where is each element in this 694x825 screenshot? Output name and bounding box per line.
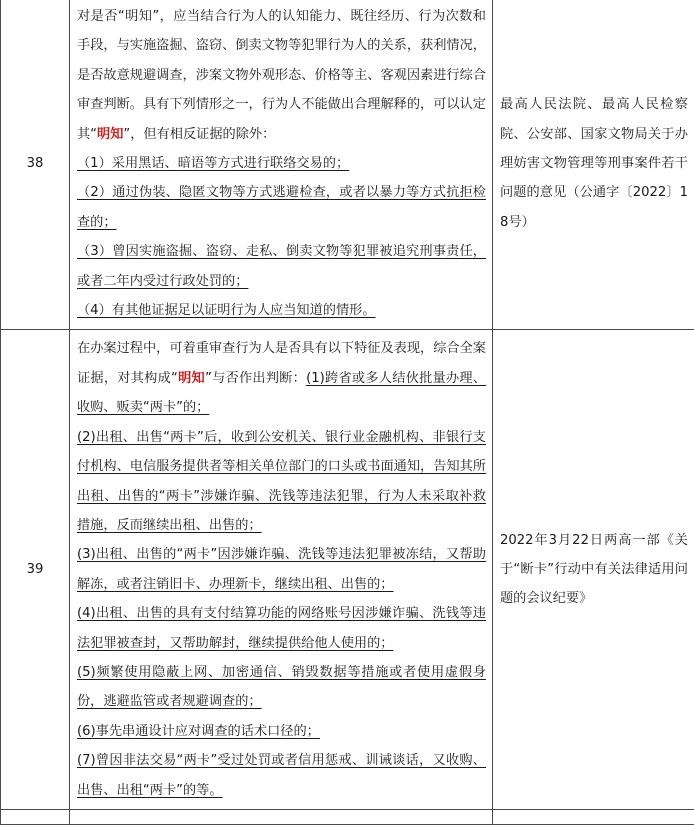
list-item-text: (3)出租、出售的“两卡”因涉嫌诈骗、洗钱等违法犯罪被冻结，又帮助解冻，或者注销旧卡、办理新卡，继续出租、出售的； bbox=[77, 547, 486, 591]
list-item bbox=[77, 296, 486, 325]
table-row bbox=[1, 330, 694, 810]
list-item bbox=[77, 237, 486, 296]
intro-text-end: ”与否作出判断： bbox=[205, 371, 306, 386]
list-item-text: （2）通过伪装、隐匿文物等方式逃避检查，或者以暴力等方式抗拒检查的； bbox=[77, 185, 486, 229]
intro-text: 在办案过程中，可着重审查行为人是否具有以下特征及表现，综合全案证据，对其构成“ bbox=[77, 341, 486, 385]
list-item-text: (5)频繁使用隐蔽上网、加密通信、销毁数据等措施或者使用虚假身份，逃避监管或者规避调查的； bbox=[77, 665, 486, 709]
partial-cell bbox=[1, 809, 70, 824]
list-item-text: (1)跨省或多人结伙批量办理、收购、贩卖“两卡”的； bbox=[77, 371, 486, 415]
keyword-highlight: 明知 bbox=[97, 127, 123, 142]
list-item-text: （3）曾因实施盗掘、盗窃、走私、倒卖文物等犯罪被追究刑事责任，或者二年内受过行政处罚的； bbox=[77, 244, 486, 288]
list-item-text: （1）采用黑话、暗语等方式进行联络交易的； bbox=[77, 156, 349, 171]
intro-text: 对是否“明知”，应当结合行为人的认知能力、既往经历、行为次数和手段，与实施盗掘、盗窃、倒卖文物等犯罪行为人的关系，获利情况，是否故意规避调查，涉案文物外观形态、价格等主、客观因素进行综合审查判断。具有下列情形之一，行为人不能做出合理解释的，可以认定其“ bbox=[77, 9, 486, 142]
list-item-text: （4）有其他证据足以证明行为人应当知道的情形。 bbox=[77, 303, 376, 318]
list-item bbox=[77, 746, 486, 805]
list-item bbox=[77, 423, 486, 541]
list-item bbox=[77, 717, 486, 746]
partial-cell bbox=[70, 809, 493, 824]
list-item bbox=[77, 149, 486, 178]
keyword-highlight: 明知 bbox=[178, 371, 205, 386]
list-item bbox=[77, 658, 486, 717]
row-content bbox=[70, 330, 493, 810]
table-row-partial bbox=[1, 809, 694, 824]
row-number: 38 bbox=[1, 0, 70, 330]
intro-paragraph bbox=[77, 334, 486, 422]
list-item bbox=[77, 540, 486, 599]
list-item bbox=[77, 178, 486, 237]
list-item-text: (4)出租、出售的具有支付结算功能的网络账号因涉嫌诈骗、洗钱等违法犯罪被查封，又帮助解封，继续提供给他人使用的； bbox=[77, 606, 486, 650]
list-item bbox=[77, 599, 486, 658]
row-source: 2022年3月22日两高一部《关于“断卡”行动中有关法律适用问题的会议纪要》 bbox=[493, 330, 694, 810]
list-item-text: (6)事先串通设计应对调查的话术口径的； bbox=[77, 724, 320, 739]
partial-cell bbox=[493, 809, 694, 824]
row-number: 39 bbox=[1, 330, 70, 810]
list-item-text: (7)曾因非法交易“两卡”受过处罚或者信用惩戒、训诫谈话，又收购、出售、出租“两卡”的等。 bbox=[77, 753, 486, 797]
intro-text-end: ”，但有相反证据的除外： bbox=[123, 127, 275, 142]
intro-paragraph bbox=[77, 2, 486, 149]
row-source: 最高人民法院、最高人民检察院、公安部、国家文物局关于办理妨害文物管理等刑事案件若干问题的意见（公通字〔2022〕18号） bbox=[493, 0, 694, 330]
table-row bbox=[1, 0, 694, 330]
list-item-text: (2)出租、出售“两卡”后，收到公安机关、银行业金融机构、非银行支付机构、电信服务提供者等相关单位部门的口头或书面通知，告知其所出租、出售的“两卡”涉嫌诈骗、洗钱等违法犯罪，行为人未采取补救措施，反而继续出租、出售的； bbox=[77, 430, 486, 533]
row-content bbox=[70, 0, 493, 330]
